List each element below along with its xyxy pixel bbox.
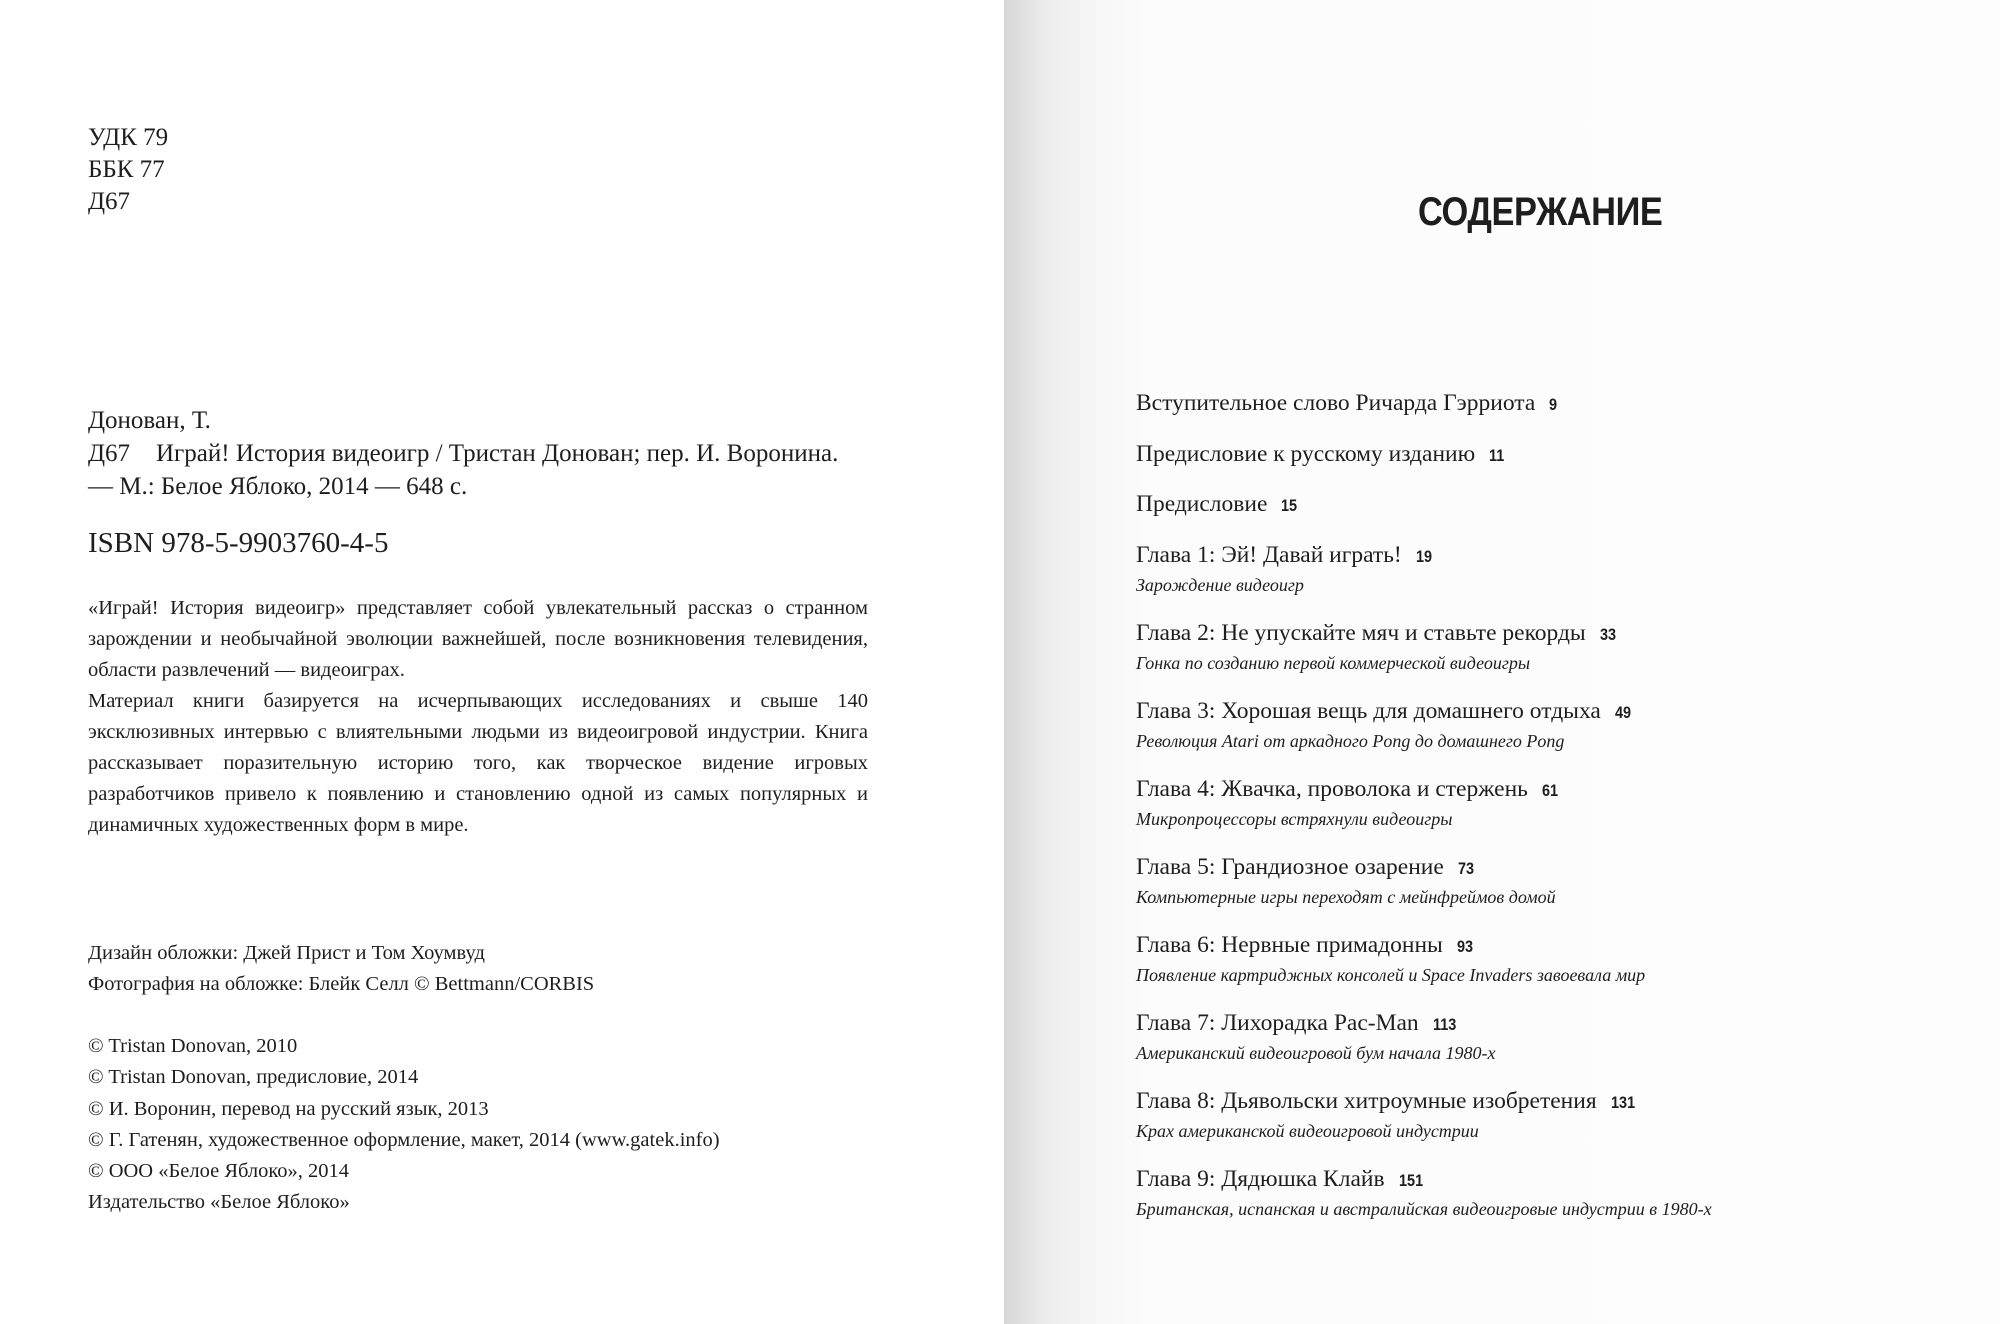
bibliographic-record <box>88 404 908 503</box>
toc-title: СОДЕРЖАНИЕ <box>1418 190 1663 234</box>
toc-entry-page: 113 <box>1432 1015 1457 1034</box>
toc-entry-title: Глава 1: Эй! Давай играть! <box>1136 542 1402 568</box>
toc-entry-subtitle: Микропроцессоры встряхнули видеоигры <box>1136 809 1453 829</box>
toc-entry-main <box>1136 852 1556 884</box>
toc-entry-title: Глава 5: Грандиозное озарение <box>1136 854 1444 880</box>
toc-entry-main <box>1136 439 1507 471</box>
publisher-line: Издательство «Белое Яблоко» <box>88 1191 350 1214</box>
toc-entry-page: 131 <box>1610 1093 1635 1112</box>
title-text: Играй! История видеоигр / Тристан Донован; пер. И. Воронина. <box>156 440 839 467</box>
toc-entry-main <box>1136 489 1300 521</box>
record-code: Д67 <box>88 440 131 467</box>
toc-entry-page: 73 <box>1457 859 1474 878</box>
annotation <box>88 593 868 841</box>
toc-entry-subtitle: Британская, испанская и австралийская видеоигровые индустрии в 1980-х <box>1136 1199 1712 1219</box>
toc-entry-main <box>1136 388 1559 420</box>
toc-entry[interactable] <box>1136 696 1634 752</box>
toc-entry-subtitle: Революция Atari от аркадного Pong до домашнего Pong <box>1136 731 1565 751</box>
imprint-line: — М.: Белое Яблоко, 2014 — 648 с. <box>88 473 468 500</box>
toc-entry[interactable] <box>1136 489 1300 521</box>
copyright-line: © Tristan Donovan, 2010 <box>88 1035 298 1057</box>
copyright-line: © Tristan Donovan, предисловие, 2014 <box>88 1066 419 1089</box>
copyright-line: © Г. Гатенян, художественное оформление, макет, 2014 (www.gatek.info) <box>88 1128 720 1151</box>
toc-entry[interactable] <box>1136 930 1645 986</box>
toc-entry[interactable] <box>1136 774 1561 830</box>
cover-design-credit: Дизайн обложки: Джей Прист и Том Хоумвуд <box>88 942 485 964</box>
classification-codes <box>88 122 168 218</box>
toc-entry-title: Глава 7: Лихорадка Pac-Man <box>1136 1010 1419 1036</box>
toc-entry-main <box>1136 1008 1495 1040</box>
copyright-line: © ООО «Белое Яблоко», 2014 <box>88 1160 350 1183</box>
title-line <box>88 437 908 470</box>
toc-entry-page: 19 <box>1415 547 1432 566</box>
toc-entry-page: 49 <box>1614 703 1631 722</box>
toc-entry[interactable] <box>1136 1086 1639 1142</box>
toc-entry-title: Предисловие <box>1136 491 1268 517</box>
isbn: ISBN 978-5-9903760-4-5 <box>88 527 389 559</box>
annotation-paragraph: «Играй! История видеоигр» представляет собой увлекательный рассказ о странном зарождении и необычайной эволюции важнейшей, после возникновения телевидения, области развлечений — видеоиграх. <box>88 597 868 681</box>
toc-entry-title: Глава 4: Жвачка, проволока и стержень <box>1136 776 1528 802</box>
toc-entry[interactable] <box>1136 388 1559 420</box>
toc-entry-page: 33 <box>1599 625 1616 644</box>
toc-entry-title: Глава 6: Нервные примадонны <box>1136 932 1443 958</box>
author-line: Донован, Т. <box>88 407 211 434</box>
toc-entry[interactable] <box>1136 1008 1495 1064</box>
toc-entry[interactable] <box>1136 1164 1712 1220</box>
author-mark: Д67 <box>88 188 131 215</box>
annotation-paragraph: Материал книги базируется на исчерпывающих исследованиях и свыше 140 эксклюзивных интервью с влиятельными людьми из видеоигровой индустрии. Книга рассказывает поразительную историю того, как творческое видение игровых разработчиков привело к появлению и становлению одной из самых популярных и динамичных художественных форм в мире. <box>88 690 868 836</box>
toc-entry-title: Глава 3: Хорошая вещь для домашнего отдыха <box>1136 698 1601 724</box>
toc-entry-main <box>1136 1086 1639 1118</box>
toc-entry-page: 61 <box>1541 781 1558 800</box>
toc-entry-page: 9 <box>1549 395 1558 414</box>
toc-entry[interactable] <box>1136 618 1619 674</box>
toc-entry-page: 151 <box>1398 1171 1423 1190</box>
toc-entry-page: 11 <box>1489 446 1505 465</box>
toc-entry-main <box>1136 1164 1712 1196</box>
toc-entry-subtitle: Крах американской видеоигровой индустрии <box>1136 1121 1479 1141</box>
toc-entry-main <box>1136 774 1561 806</box>
toc-entry-page: 93 <box>1456 937 1473 956</box>
toc-entry-title: Предисловие к русскому изданию <box>1136 441 1476 467</box>
toc-entry[interactable] <box>1136 540 1435 596</box>
toc-entry-page: 15 <box>1281 496 1298 515</box>
bbk-code: ББК 77 <box>88 156 165 183</box>
toc-entry-main <box>1136 696 1634 728</box>
cover-photo-credit: Фотография на обложке: Блейк Селл © Bettmann/CORBIS <box>88 973 595 995</box>
toc-entry-main <box>1136 540 1435 572</box>
toc-entry-main <box>1136 618 1619 650</box>
toc-entry-subtitle: Появление картриджных консолей и Space Invaders завоевала мир <box>1136 965 1646 985</box>
toc-entry[interactable] <box>1136 852 1556 908</box>
toc-entry-title: Глава 2: Не упускайте мяч и ставьте рекорды <box>1136 620 1586 646</box>
copyright-line: © И. Воронин, перевод на русский язык, 2013 <box>88 1097 489 1120</box>
toc-entry[interactable] <box>1136 439 1507 471</box>
toc-entry-subtitle: Американский видеоигровой бум начала 1980-х <box>1136 1043 1496 1063</box>
toc-entry-subtitle: Гонка по созданию первой коммерческой видеоигры <box>1136 653 1531 673</box>
toc-entry-title: Вступительное слово Ричарда Гэрриота <box>1136 390 1536 416</box>
cover-credits <box>88 938 594 1000</box>
toc-entry-title: Глава 8: Дьявольски хитроумные изобретения <box>1136 1088 1597 1114</box>
copyright-notices <box>88 1031 720 1219</box>
toc-entry-subtitle: Компьютерные игры переходят с мейнфреймов домой <box>1136 887 1556 907</box>
toc-entry-main <box>1136 930 1645 962</box>
toc-entry-subtitle: Зарождение видеоигр <box>1136 575 1304 595</box>
udk-code: УДК 79 <box>88 124 169 151</box>
toc-entry-title: Глава 9: Дядюшка Клайв <box>1136 1166 1385 1192</box>
